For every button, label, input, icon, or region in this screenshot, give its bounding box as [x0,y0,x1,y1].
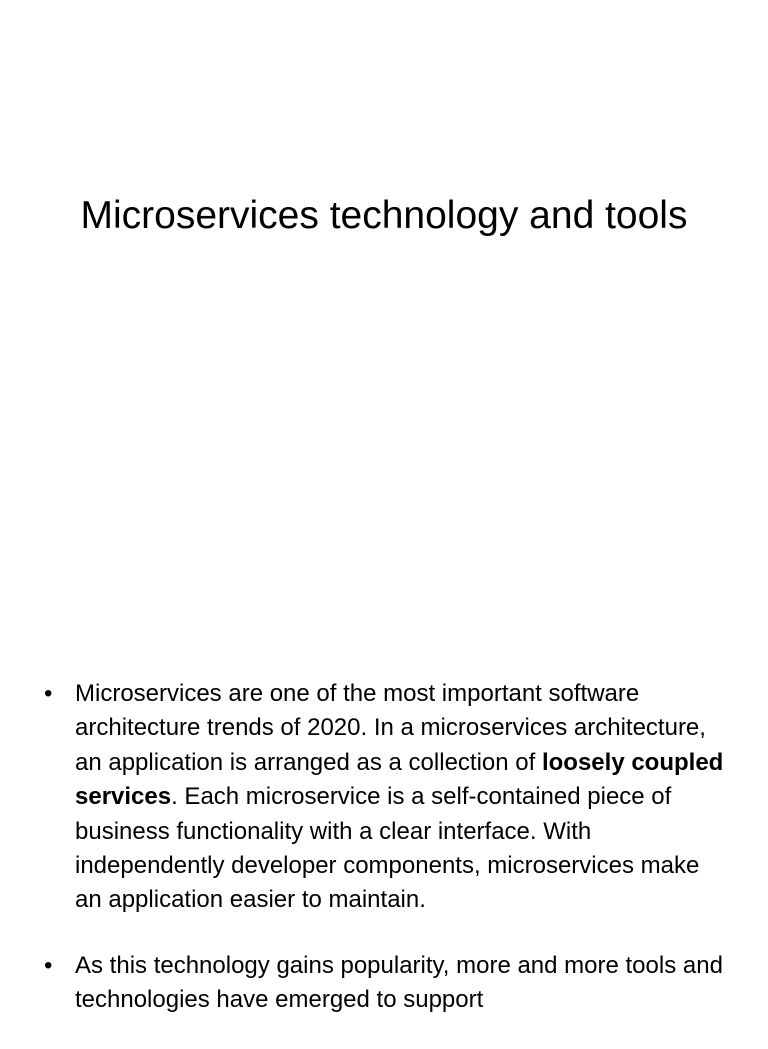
bullet-item-tools-popularity [44,949,724,1018]
slide-title: Microservices technology and tools [80,194,688,237]
bullet-dot-icon: • [44,680,53,707]
bullet-text-before: Microservices are one of the most important software architecture trends of 2020. In a microservices architecture, an application is arranged as a collection of [75,680,706,776]
bullet-item-microservices-definition [44,677,724,918]
bullet-text-after: . Each microservice is a self-contained piece of business functionality with a clear interface. With independently developer components, microservices make an application easier to maintain. [75,783,700,914]
bullet-dot-icon: • [44,951,53,979]
bullet-list [44,677,724,1049]
bullet-text: As this technology gains popularity, more and more tools and technologies have emerged to support [75,951,723,1014]
bullet-bold-text: loosely coupled services [75,748,724,811]
